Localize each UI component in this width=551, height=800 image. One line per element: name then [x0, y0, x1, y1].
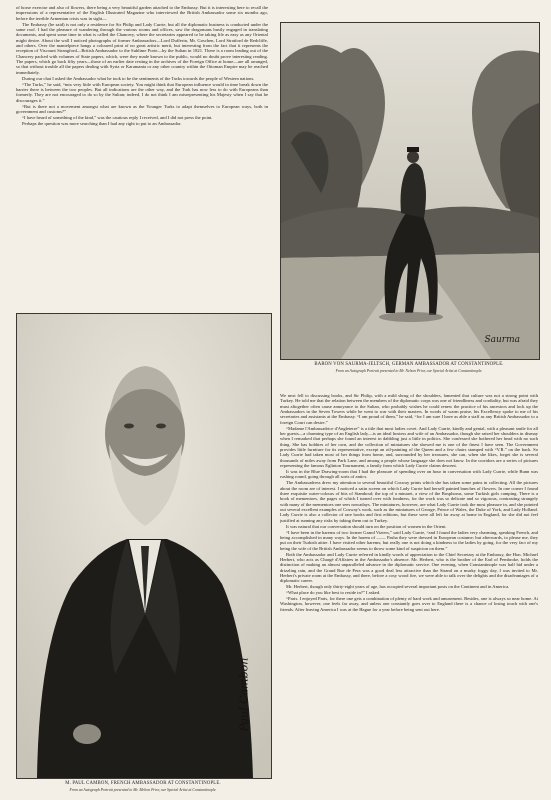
- paragraph: “Madame l'Ambassadrice d'Angleterre” is a title that most ladies covet. And Lady Currie, kindly and genial, with a pleasant smile for all her guests—a charming type of an English lady—is an ideal hostess and wife of an Ambassador, though she raised her shoulders in dismay when I remarked that perhaps she found an interest in dabbling just a little in politics. She confessed she bothered her head with no such thing. She has hobbies of her own, and the collection of miniatures she showed me is one of the finest I have seen. The Government provides little furniture for its representative, except an oil-painting of the Queen and a few chairs stamped with “V.R.” on the back. So Lady Currie had taken most of her things from home, and, surrounded by her treasures, she can, when she likes, forget she is several thousands of miles away from Park Lane, and among a people whose language she does not know. In the corridors are a series of pictures representing the famous Eglinton Tournament, a family from which Lady Currie claims descent.: [280, 425, 538, 469]
- paragraph: of horse exercise and also of flowers, there being a very beautiful garden attached to the Embassy. But it is interesting here to recall the impressions of a representative of the English Illustrated Magazine who interviewed the British Ambassador some six months ago, before the terrible Armenian crisis was in sight—: [16, 5, 268, 21]
- cambon-signature-wrap: [232, 640, 256, 760]
- paragraph: The Ambassadress drew my attention to several beautiful Cosway prints which she has taken some pains in collecting. All the pictures about the room are of interest. I noticed a satin screen on which Lady Currie had herself painted bunches of flowers. In one corner I found three exquisite water-colours of bits of Stamboul; the top of a minaret, a view of the Bosphorus, some Turkish girls camping. There is a book of mementoes, the pages of which I turned over with fondness, for the work was so delicate and so vigorous, contrasting strangely with many of the mementoes one sees nowadays. The miniatures, however, are what Lady Currie took the most pleasure in, and she pointed out several excellent examples of Cosway's work, such as the miniatures of George, Prince of Wales, the Duke of York, and Lady Holland. Lady Currie is also a collector of rare books and first editions, but these were all left far away at home in England, for she did not feel justified at running any risks by taking them out to Turkey.: [280, 480, 538, 523]
- cambon-photo-credit: From an Autograph Portrait presented to Mr. Melton Prior, our Special Artist at Constantinople.: [69, 788, 217, 792]
- paragraph: “Paris. I enjoyed Paris, for there one gets a combination of plenty of hard work and amusement. Besides, one is always so near home. At Washington, however, one feels far away, and unless one constantly goes over to England there is a chance of losing touch with one's friends. After leaving America I was at the Hague for a year before being sent out here.: [280, 596, 538, 612]
- paragraph: It was in the Blue Drawing-room that I had the pleasure of spending over an hour in conversation with Lady Currie, while Bunn was rushing round, going through all sorts of antics.: [280, 469, 538, 480]
- ambassador-photo-caption: BARON VON SAURMA-JELTSCH, GERMAN AMBASSADOR AT CONSTANTINOPLE.: [314, 362, 504, 367]
- paragraph: “I have been in the harems of two former Grand Viziers,” said Lady Currie, “and I found the ladies very charming, speaking French, and being accomplished in many ways. In the harem of —— Pasha they were dressed in European costume; but afterwards, to please me, they put on their Turkish attire. I have visited other harems; but really one is not doing a kindness to the ladies by going, for the very fact of my being the wife of the British Ambassador seems to throw some kind of suspicion on them.”: [280, 529, 538, 551]
- paragraph: We next fell to discussing books, and Sir Philip, with a mild shrug of the shoulders, lamented that culture was not a strong point with Turkey. He told me that the relation between the members of the diplomatic corps was one of friendliness and cordiality, but was afraid they must altogether often cause annoyance to the Sultan, who probably wishes he could renew the practice of his ancestors and lock up the Ambassadors in the Seven Towers while he went to war with their masters. In words of warm praise, his Excellency spoke to me of his secretaries and assistants at the Embassy. “I am proud of them,” he said, “for I am sure I have as able a staff as any British Ambassador to a foreign Court can desire.”: [280, 393, 538, 425]
- paragraph: Perhaps the question was more searching than I had any right to put to an Ambassador.: [22, 120, 182, 126]
- paragraph: During our chat I asked the Ambassador what he took to be the sentiments of the Turks towards the people of Western nations.: [22, 75, 255, 81]
- paragraph: “The Turks,” he said, “mix very little with European society. You might think that European influence would in time break down the barrier there is between the two peoples. But all indications are the other way, and the Turk has now less to do with Europeans than formerly. They are not encouraged to do so by the Sultan; indeed, I do not think I am misrepresenting his Majesty when I say that he discourages it.”: [16, 81, 268, 103]
- paragraph: Both the Ambassador and Lady Currie referred in kindly words of appreciation to the Chief Secretary at the Embassy, the Hon. Michael Herbert, who acts as Chargé d'Affaires in the Ambassador's absence. Mr. Herbert, who is the brother of the Earl of Pembroke, holds the distinction of making an almost unparalleled advance in the diplomatic service. One evening, when Constantinople was half hid under a drizzling rain, and the Grand Rue de Pera was a good deal less attractive than the Strand on a murky foggy day, I was invited to Mr. Herbert's private room at the Embassy, and there, before a cosy wood fire, we were able to talk over the delights and the disadvantages of a diplomatic career.: [280, 551, 538, 584]
- left-column-text: [16, 5, 268, 307]
- cambon-signature: Paul Cambon: [237, 657, 251, 732]
- paragraph: The Embassy (he said) is not only a residence for Sir Philip and Lady Currie, but all the diplomatic business is conducted under the same roof. I had the pleasure of wandering through the various rooms and offices, saw the dragomans busily engaged in translating documents, and spent some time in what is called the Chancery, where the secretaries appeared to be taking life as easy as any Oriental might desire. About the wall I noticed photographs of former Ambassadors—Lord Dufferin, Mr. Goschen, Lord Stratford de Redcliffe, and others. Over the mantelpiece hangs a coloured print of no great artistic merit, but interesting from the fact that it represents the reception of Viscount Strangford—British Ambassador to the Sublime Porte—by the Sultan in 1821. There is a room leading out of the Chancery packed with volumes of State papers, which, were they made known to the public, would no doubt prove interesting reading. The papers, which go back fifty years—those of an earlier date resting in the archives of the Foreign Office at home—are all arranged, so that without trouble all the papers dealing with Syria or Karamania or any other country within the Ottoman Empire may be reached immediately.: [16, 21, 268, 75]
- paragraph: Mr. Herbert, though only thirty-eight years of age, has occupied several important posts on the Continent and in America.: [286, 584, 510, 590]
- ambassador-photo-credit: From an Autograph Portrait presented to Mr. Nelson Prior, our Special Artist at Constantinople.: [335, 369, 483, 373]
- ambassador-signature: Saurma: [484, 335, 520, 345]
- paragraph: “I have heard of something of the kind,” was the cautious reply I received, and I did not press the point.: [22, 114, 213, 120]
- paragraph: “But is there not a movement amongst what are known as the Younger Turks to adapt themselves to European ways, both in government and customs?”: [16, 103, 268, 114]
- paragraph: It was natural that our conversation should turn on the position of women in the Orient.: [286, 523, 447, 529]
- cambon-photo-caption: M. PAUL CAMBON, FRENCH AMBASSADOR AT CONSTANTINOPLE.: [65, 781, 221, 786]
- ambassador-on-horseback-photo: [280, 22, 540, 360]
- right-column-text: [280, 393, 538, 795]
- paragraph: “What place do you like best to reside in?” I asked.: [286, 590, 381, 596]
